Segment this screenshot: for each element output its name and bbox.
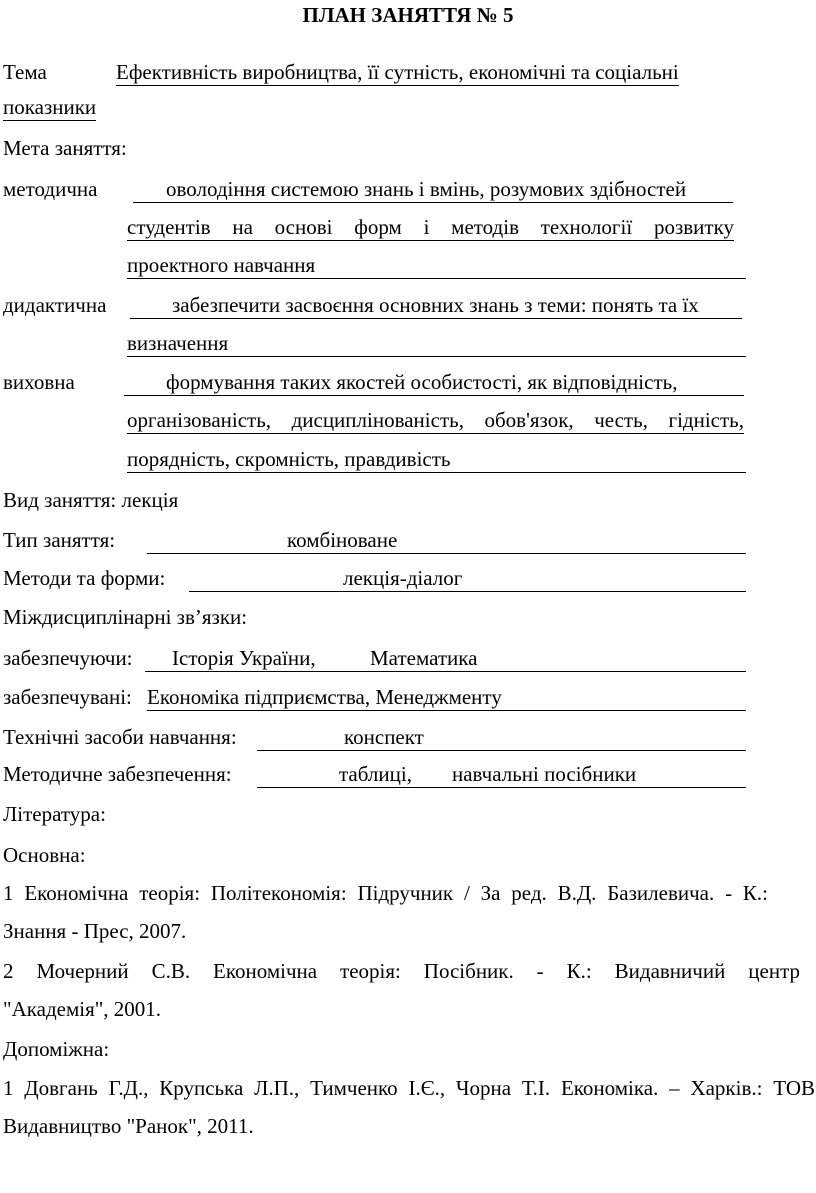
providing-label: забезпечуючи:: [3, 646, 133, 670]
provided-value: Економіка підприємства, Менеджменту: [147, 684, 746, 711]
aux-label: Допоміжна:: [3, 1037, 110, 1061]
methods-value: лекція-діалог: [189, 565, 746, 592]
didactic-line1: забезпечити засвоєння основних знань з теми: понять та їх: [130, 292, 742, 319]
basic-ref-1-line2: Знання - Прес, 2007.: [3, 919, 187, 943]
topic-value-line2: показники: [3, 95, 97, 119]
educational-line3: порядність, скромність, правдивість: [127, 446, 746, 473]
method-support-value1: таблиці,: [339, 762, 412, 786]
goal-label: Мета заняття:: [3, 136, 127, 160]
basic-ref-2-line2: "Академія", 2001.: [3, 997, 162, 1021]
aux-ref-1-line2: Видавництво "Ранок", 2011.: [3, 1114, 254, 1138]
didactic-label: дидактична: [3, 293, 107, 317]
educational-line2: організованість, дисциплінованість, обов'язок, честь, гідність,: [127, 408, 744, 432]
method-support-label: Методичне забезпечення:: [3, 762, 232, 786]
methodical-line1: оволодіння системою знань і вмінь, розумових здібностей: [133, 176, 733, 203]
lesson-type-label: Тип заняття:: [3, 528, 116, 552]
literature-label: Література:: [3, 802, 106, 826]
plan-title: ПЛАН ЗАНЯТТЯ № 5: [302, 3, 514, 27]
lesson-type-value: комбіноване: [147, 527, 746, 554]
providing-underline: [145, 645, 746, 672]
providing-value2: Математика: [370, 646, 478, 670]
methods-label: Методи та форми:: [3, 566, 166, 590]
method-support-value2: навчальні посібники: [452, 762, 637, 786]
providing-value1: Історія України,: [172, 646, 316, 670]
methodical-line3: проектного навчання: [127, 252, 746, 279]
methodical-label: методична: [3, 177, 98, 201]
topic-label: Тема: [3, 60, 47, 84]
tech-means-label: Технічні засоби навчання:: [3, 725, 237, 749]
methodical-line2: студентів на основі форм і методів технології розвитку: [127, 215, 734, 239]
educational-line1: формування таких якостей особистості, як відповідність,: [124, 369, 744, 396]
provided-label: забезпечувані:: [3, 685, 132, 709]
interdisciplinary-label: Міждисциплінарні зв’язки:: [3, 605, 248, 629]
aux-ref-1-line1: 1 Довгань Г.Д., Крупська Л.П., Тимченко І.Є., Чорна Т.І. Економіка. – Харків.: ТОВ: [3, 1076, 815, 1100]
educational-label: виховна: [3, 370, 75, 394]
method-support-underline: [257, 761, 746, 788]
tech-means-value: конспект: [257, 724, 746, 751]
basic-label: Основна:: [3, 843, 86, 867]
basic-ref-1-line1: 1 Економічна теорія: Політекономія: Підручник / За ред. В.Д. Базилевича. - К.:: [3, 881, 768, 905]
lesson-kind: Вид заняття: лекція: [3, 488, 179, 512]
basic-ref-2-line1: 2 Мочерний С.В. Економічна теорія: Посібник. - К.: Видавничий центр: [3, 959, 800, 983]
didactic-line2: визначення: [127, 330, 746, 357]
topic-value-line1: Ефективність виробництва, її сутність, економічні та соціальні: [116, 60, 679, 84]
